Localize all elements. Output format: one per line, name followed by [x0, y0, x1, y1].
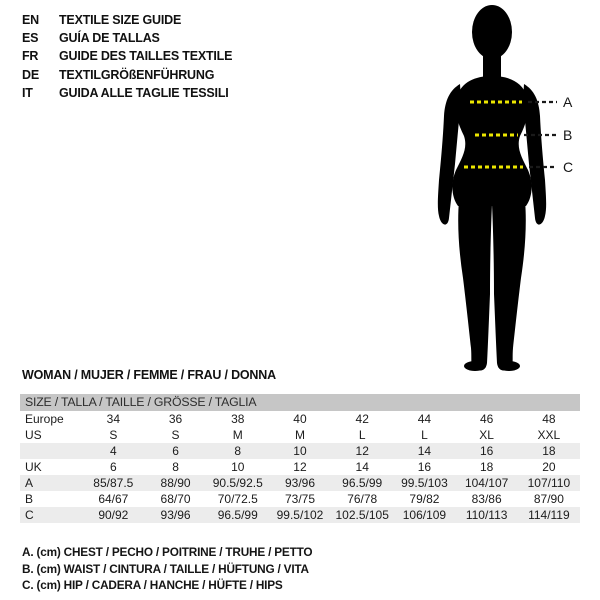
language-code: IT — [22, 85, 33, 100]
language-row — [22, 29, 232, 47]
table-cell: 106/109 — [393, 507, 455, 523]
language-label: TEXTILE SIZE GUIDE — [59, 13, 182, 27]
table-cell: L — [358, 428, 366, 442]
table-cell: 14 — [393, 443, 455, 459]
table-cell: 36 — [168, 412, 183, 426]
table-row — [20, 427, 580, 443]
language-row — [22, 11, 232, 29]
woman-silhouette-svg — [400, 0, 600, 380]
table-cell: 12 — [331, 443, 393, 459]
table-cell: 99.5/102 — [269, 507, 331, 523]
table-cell: 87/90 — [533, 492, 564, 506]
row-label: A — [20, 475, 82, 491]
table-cell: 99.5/103 — [393, 475, 455, 491]
table-cell: 44 — [417, 412, 432, 426]
table-cell: 107/110 — [518, 475, 580, 491]
row-label: C — [20, 507, 82, 523]
silhouette-neck — [483, 48, 501, 81]
row-label: UK — [25, 460, 42, 474]
size-table-body — [20, 411, 580, 523]
table-row — [20, 411, 580, 427]
table-cell: 34 — [106, 412, 120, 426]
language-label: GUIDE DES TAILLES TEXTILE — [59, 49, 233, 64]
table-cell: 42 — [355, 412, 369, 426]
table-cell: 16 — [417, 460, 432, 474]
table-row — [20, 475, 580, 491]
table-cell: 4 — [82, 443, 144, 459]
size-table-header: SIZE / TALLA / TAILLE / GRÖSSE / TAGLIA — [20, 394, 580, 411]
table-cell: 90.5/92.5 — [207, 475, 269, 491]
table-cell: 96.5/99 — [331, 475, 393, 491]
table-cell: XL — [479, 428, 494, 442]
row-label — [20, 443, 82, 459]
silhouette-foot-left — [464, 361, 486, 371]
table-cell: 8 — [207, 443, 269, 459]
language-row — [22, 47, 232, 65]
silhouette-foot-right — [498, 361, 520, 371]
table-cell: 18 — [518, 443, 580, 459]
row-label: US — [25, 428, 42, 442]
table-cell: 68/70 — [160, 492, 191, 506]
language-code: FR — [22, 49, 39, 64]
table-cell: 76/78 — [347, 492, 378, 506]
table-cell: 102.5/105 — [331, 507, 393, 523]
table-cell: 6 — [109, 460, 117, 474]
marker-label-a: A — [563, 94, 573, 110]
silhouette-leg-right — [492, 200, 526, 371]
table-cell: 110/113 — [456, 507, 518, 523]
figure-area — [400, 0, 600, 380]
table-cell: L — [421, 428, 428, 442]
legend-list — [22, 544, 312, 594]
table-cell: XXL — [537, 428, 561, 442]
language-code: ES — [22, 31, 39, 46]
table-cell: 104/107 — [456, 475, 518, 491]
table-cell: 10 — [269, 443, 331, 459]
table-cell: 70/72.5 — [217, 492, 258, 506]
table-cell: 38 — [231, 412, 245, 426]
table-cell: 48 — [542, 412, 556, 426]
table-row — [20, 507, 580, 523]
language-row — [22, 66, 232, 84]
table-cell: 8 — [172, 460, 179, 474]
table-cell: 88/90 — [144, 475, 206, 491]
size-table — [20, 394, 580, 523]
table-cell: 40 — [293, 412, 307, 426]
table-cell: S — [171, 428, 180, 442]
table-cell: 114/119 — [518, 507, 580, 523]
marker-label-b: B — [563, 127, 573, 143]
table-cell: 83/86 — [471, 492, 502, 506]
language-code: EN — [22, 13, 39, 27]
table-cell: 16 — [456, 443, 518, 459]
legend-line: C. (cm) HIP / CADERA / HANCHE / HÜFTE / HIPS — [22, 578, 283, 592]
language-row — [22, 84, 232, 102]
table-cell: 93/96 — [144, 507, 206, 523]
table-row — [20, 443, 580, 459]
language-label: GUÍA DE TALLAS — [59, 31, 160, 46]
language-code: DE — [22, 67, 39, 82]
table-cell: M — [294, 428, 305, 442]
legend-line: B. (cm) WAIST / CINTURA / TAILLE / HÜFTUNG / VITA — [22, 561, 309, 576]
row-label: B — [25, 492, 34, 506]
table-cell: 85/87.5 — [82, 475, 144, 491]
language-list — [22, 11, 232, 102]
table-cell: 14 — [355, 460, 369, 474]
table-cell: 73/75 — [284, 492, 315, 506]
table-cell: 20 — [542, 460, 556, 474]
table-cell: 64/67 — [98, 492, 129, 506]
table-cell: 10 — [231, 460, 245, 474]
language-label: TEXTILGRÖßENFÜHRUNG — [59, 67, 215, 82]
table-cell: 93/96 — [269, 475, 331, 491]
table-cell: 79/82 — [409, 492, 440, 506]
section-title: WOMAN / MUJER / FEMME / FRAU / DONNA — [22, 368, 276, 382]
woman-silhouette — [438, 5, 546, 371]
table-cell: 18 — [479, 460, 494, 474]
table-cell: 46 — [479, 412, 494, 426]
marker-label-c: C — [563, 159, 574, 175]
legend-line: A. (cm) CHEST / PECHO / POITRINE / TRUHE / PETTO — [22, 545, 313, 559]
language-label: GUIDA ALLE TAGLIE TESSILI — [59, 85, 229, 100]
table-cell: M — [232, 428, 243, 442]
table-cell: 96.5/99 — [207, 507, 269, 523]
table-cell: S — [109, 428, 118, 442]
row-label: Europe — [25, 412, 64, 426]
table-cell: 12 — [293, 460, 307, 474]
silhouette-leg-left — [458, 200, 492, 371]
table-cell: 6 — [144, 443, 206, 459]
table-row — [20, 459, 580, 475]
table-cell: 90/92 — [82, 507, 144, 523]
table-row — [20, 491, 580, 507]
silhouette-torso — [452, 76, 531, 206]
